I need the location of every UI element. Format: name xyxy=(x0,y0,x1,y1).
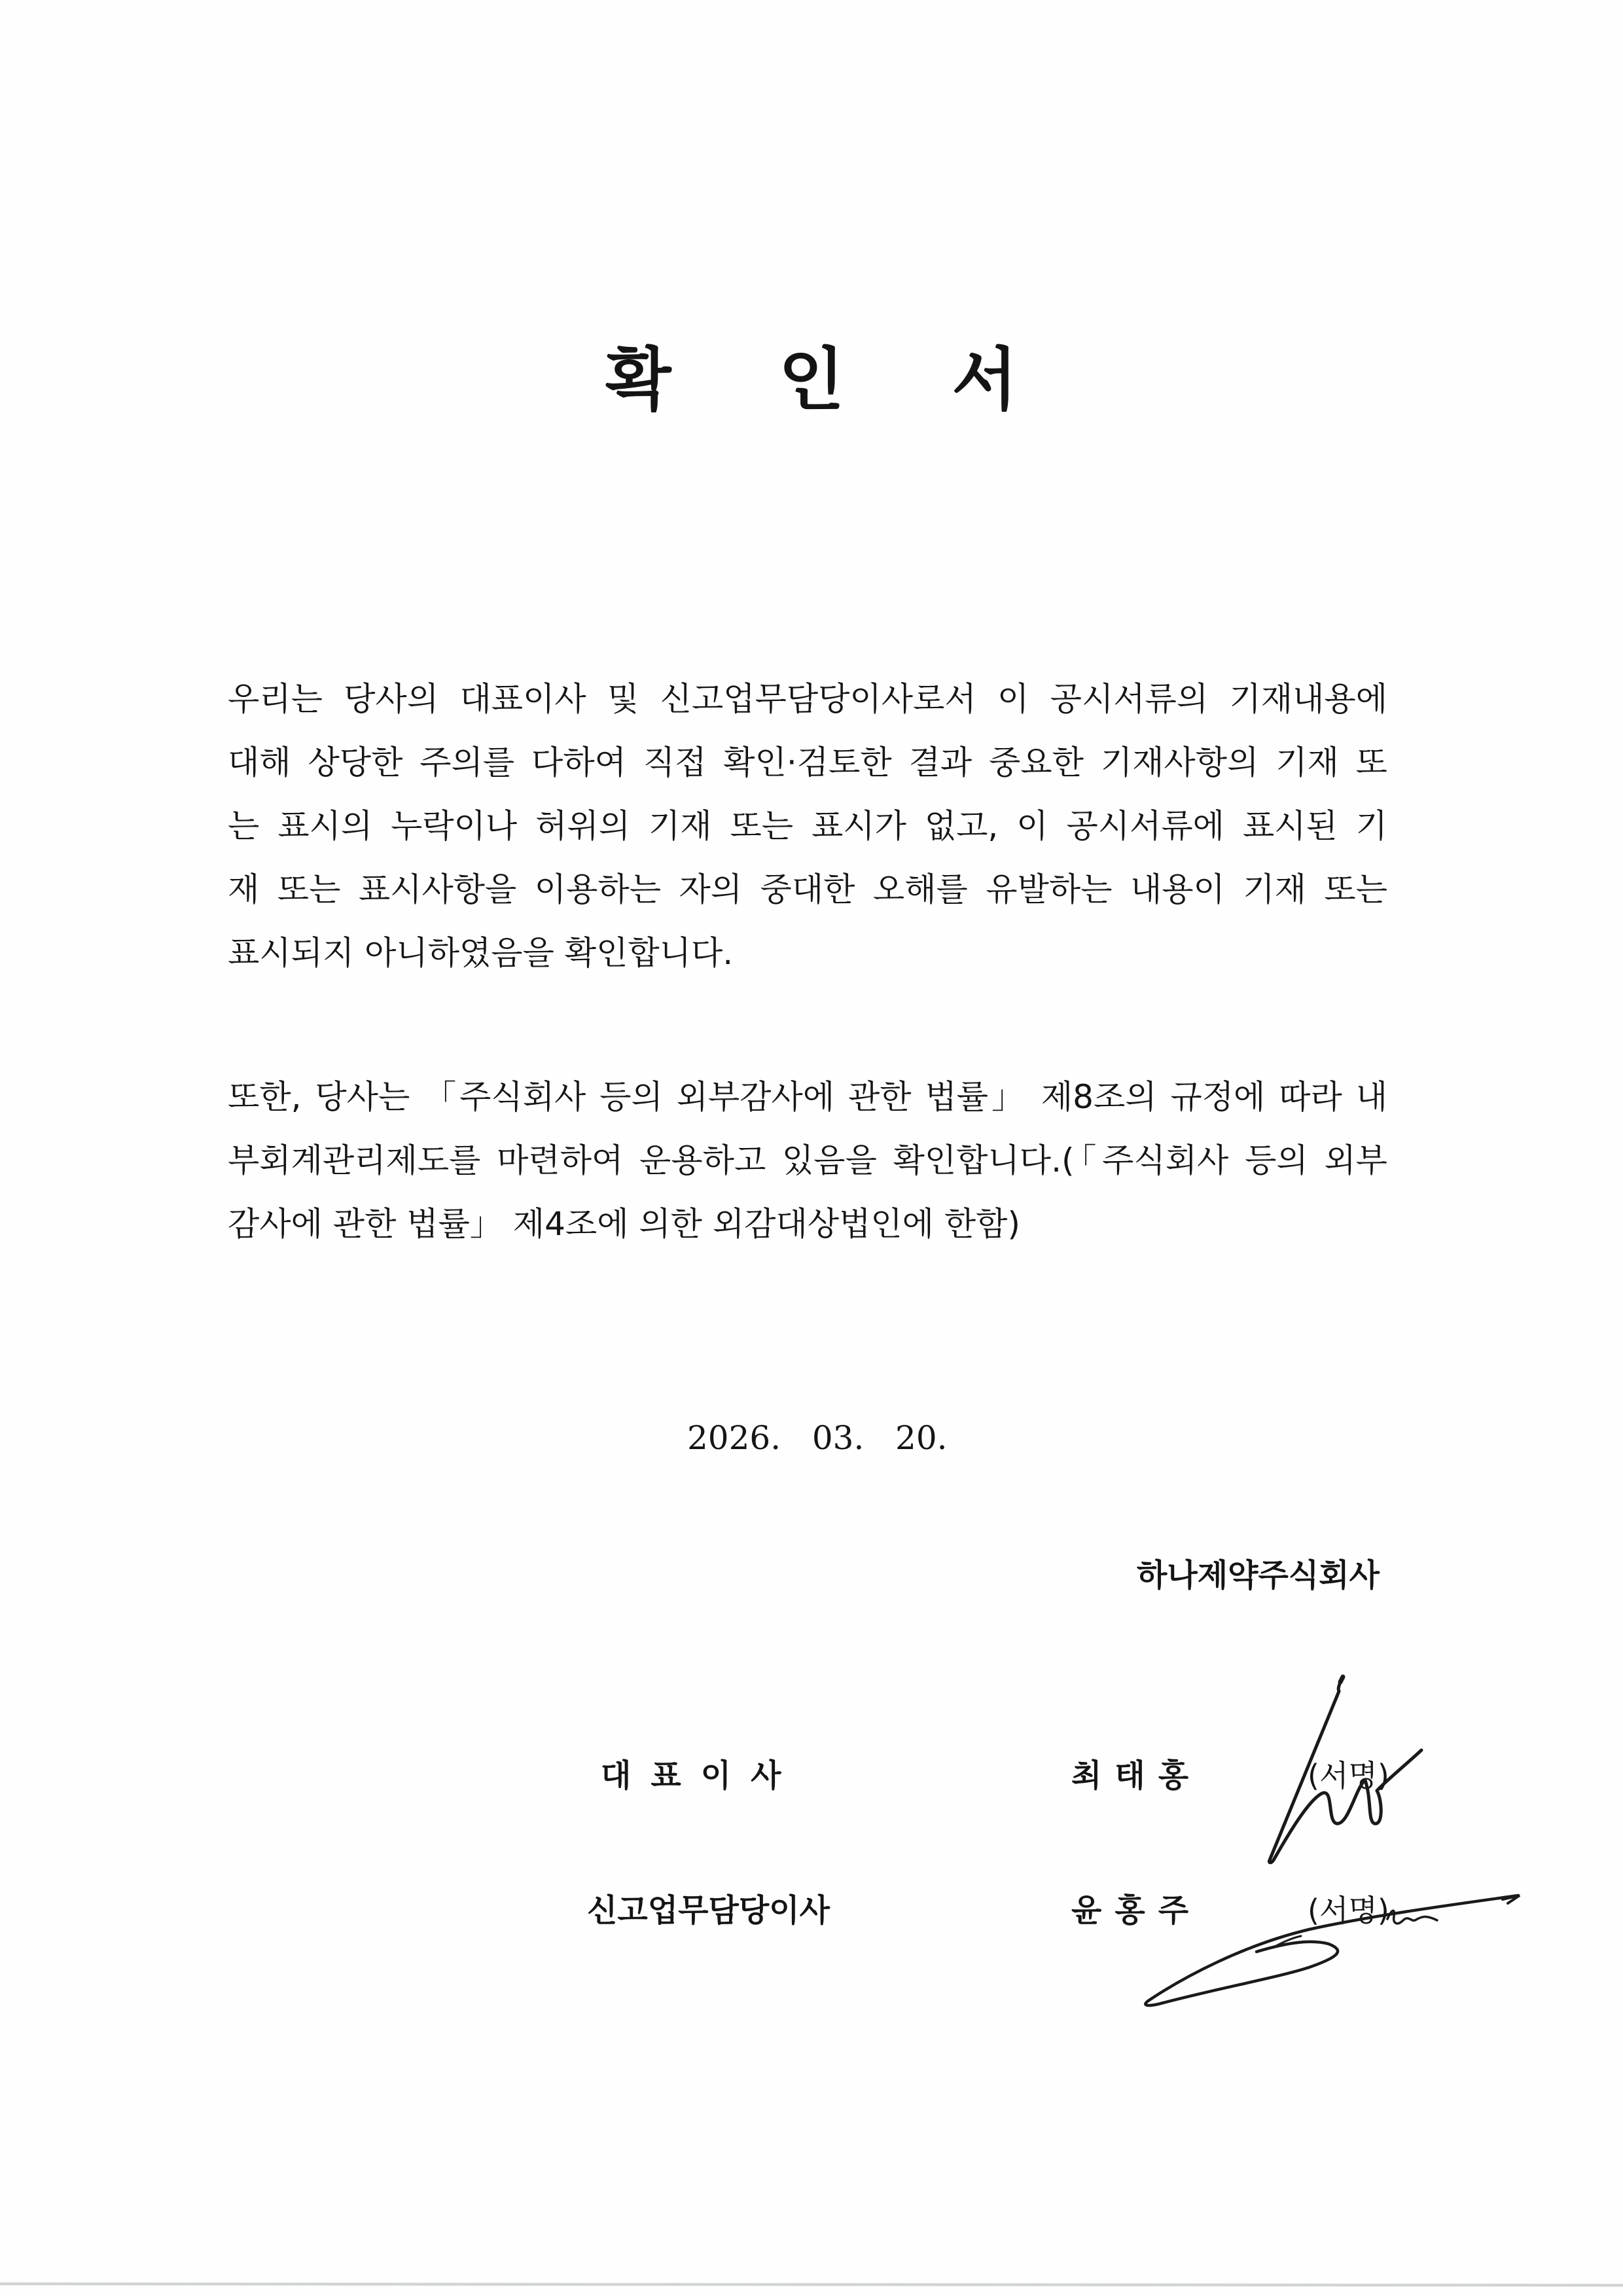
paragraph-line: 대해 상당한 주의를 다하여 직접 확인·검토한 결과 중요한 기재사항의 기재 또 xyxy=(228,744,1387,781)
paragraph-line: 는 표시의 누락이나 허위의 기재 또는 표시가 없고, 이 공시서류에 표시된 기 xyxy=(228,807,1387,845)
name-disclosure-officer: 윤홍주 xyxy=(1071,1892,1202,1929)
company-name: 하나제약주식회사 xyxy=(1137,1557,1380,1594)
signature-label-ceo: (서명) xyxy=(1308,1758,1389,1793)
signature-label-disclosure-officer: (서명) xyxy=(1308,1893,1389,1928)
paragraph-line: 부회계관리제도를 마련하여 운용하고 있음을 확인합니다.(「주식회사 등의 외부 xyxy=(228,1141,1387,1179)
name-ceo: 최태홍 xyxy=(1071,1757,1202,1794)
internal-control-paragraph xyxy=(228,1066,1387,1256)
confirmation-paragraph xyxy=(228,668,1387,985)
paragraph-line: 표시되지 아니하였음을 확인합니다. xyxy=(228,934,734,972)
document-date: 2026. 03. 20. xyxy=(687,1419,948,1457)
document-title: 확 인 서 xyxy=(605,340,1060,420)
handwritten-signature-disclosure-officer xyxy=(1113,1852,1538,2022)
paragraph-line: 우리는 당사의 대표이사 및 신고업무담당이사로서 이 공시서류의 기재내용에 xyxy=(228,680,1387,718)
paragraph-line: 감사에 관한 법률」 제4조에 의한 외감대상법인에 한함) xyxy=(228,1205,1020,1243)
paragraph-line: 또한, 당사는 「주식회사 등의 외부감사에 관한 법률」 제8조의 규정에 따라 내 xyxy=(228,1078,1387,1116)
role-ceo xyxy=(601,1753,800,1799)
role-disclosure-officer: 신고업무담당이사 xyxy=(587,1892,830,1929)
scan-edge-line xyxy=(0,2282,1623,2287)
paragraph-line: 재 또는 표시사항을 이용하는 자의 중대한 오해를 유발하는 내용이 기재 또는 xyxy=(228,870,1387,908)
role-ceo-label: 대표이사 xyxy=(601,1757,801,1794)
